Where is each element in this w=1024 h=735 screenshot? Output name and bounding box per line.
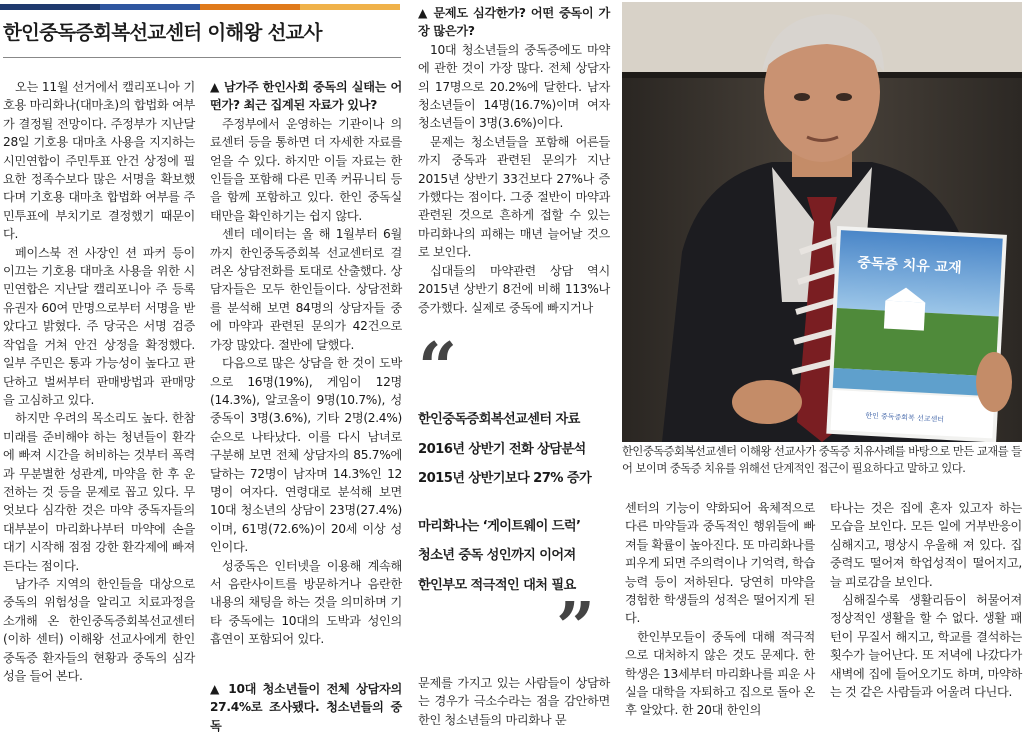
paragraph: 문제는 청소년들을 포함해 어른들까지 중독과 관련된 문의가 지난 2015년 상반기 33건보다 27%나 증가했다는 점이다. 그중 절반이 마약과 관련된 것으로 흔하게 접할 수 있는 마리화나의 피해는 매년 늘어날 것으로 보인다. bbox=[418, 134, 610, 260]
paragraph: 10대 청소년들의 중독증에도 마약에 관한 것이 가장 많다. 전체 상담자의 17명으로 20.2%에 달한다. 남자 청소년들이 14명(16.7%)이며 여자 청소년들이 3명(3.6%)이다. bbox=[418, 42, 610, 131]
book-publisher: 한인 중독증회복 선교센터 bbox=[865, 411, 945, 424]
column-3 bbox=[418, 4, 610, 317]
paragraph: 페이스북 전 사장인 션 파커 등이 이끄는 기호용 대마초 사용을 위한 시민연합은 지난달 캘리포니아 주 등록 유권자 60여 만명으로부터 서명을 받았다고 밝혔다. 주 당국은 서명 검증 작업을 거쳐 안건 상정을 확정했다. 일부 주민은 통과 가능성이 높다고 판단하고 벌써부터 판매방법과 판매망을 고심하고 있다. bbox=[3, 245, 195, 407]
column-5 bbox=[830, 499, 1022, 701]
headline-divider bbox=[3, 57, 401, 58]
caption-line: 어 보이며 중독증 치유를 위해선 단계적인 접근이 필요하다고 말하고 있다. bbox=[622, 462, 966, 475]
paragraph: 센터 데이터는 올 해 1월부터 6월까지 한인중독증회복 선교센터로 걸려온 상담전화를 토대로 산출했다. 상담자들은 모두 한인들이다. 상담전화를 분석해 보면 84명의 상담자들 중에 마약과 관련된 문의가 42건으로 가장 많았다. 절반에 달했다. bbox=[210, 227, 402, 352]
paragraph: 성중독은 인터넷을 이용해 계속해서 음란사이트를 방문하거나 음란한 내용의 채팅을 하는 것을 의미하며 기타 중독에는 10대의 도박과 성인의 흡연이 포함되어 있다. bbox=[210, 558, 402, 647]
accent-bar-segment bbox=[100, 4, 200, 10]
paragraph: 센터의 기능이 약화되어 육체적으로 다른 마약들과 중독적인 행위들에 빠져들 확률이 높아진다. 또 마리화나를 피우게 되면 주의력이나 기억력, 학습능력 등이 저하된다. 당연히 마약을 경험한 학생들의 성적은 떨어지게 된다. bbox=[625, 501, 815, 626]
column-1 bbox=[3, 78, 195, 685]
paragraph: 한인부모들이 중독에 대해 적극적으로 대처하지 않은 것도 문제다. 한 학생은 13세부터 마리화나를 피운 사실을 대학을 자퇴하고 집으로 돌아 온 후 알았다. 한 20대 한인의 bbox=[625, 629, 815, 718]
accent-bar bbox=[0, 4, 400, 14]
open-quote-mark: “ bbox=[418, 328, 458, 408]
paragraph: 십대들의 마약관련 상담 역시 2015년 상반기 8건에 비해 113%나 증가했다. 실제로 중독에 빠지거나 bbox=[418, 263, 610, 315]
paragraph: 남가주 지역의 한인들을 대상으로 중독의 위험성을 알리고 치료과정을 소개해 온 한인중독증회복선교센터(이하 센터) 이해왕 선교사에게 한인 중독증 환자들의 현황과 중독의 심각성을 들어 본다. bbox=[3, 576, 195, 683]
accent-bar-segment bbox=[300, 4, 400, 10]
portrait-illustration bbox=[622, 2, 1022, 442]
interview-question-continued: ▲ 문제도 심각한가? 어떤 중독이 가장 많은가? bbox=[418, 4, 610, 41]
pull-quote bbox=[418, 405, 614, 600]
column-2 bbox=[210, 78, 402, 649]
interview-question: ▲ 남가주 한인사회 중독의 실태는 어떤가? 최근 집계된 자료가 있나? bbox=[210, 78, 402, 115]
paragraph: 주정부에서 운영하는 기관이나 의료센터 등을 통하면 더 자세한 자료를 얻을 수 있다. 하지만 이들 자료는 한인들을 포함해 다른 민족 커뮤니티 등을 함께 포함하고 있다. 한인 중독실태만을 확인하기는 쉽지 않다. bbox=[210, 116, 402, 223]
article-headline: 한인중독증회복선교센터 이해왕 선교사 bbox=[3, 21, 322, 44]
book-title: 중독증 치유 교재 bbox=[856, 255, 962, 277]
pull-quote-line: 한인중독증회복선교센터 자료 bbox=[418, 412, 580, 427]
caption-line: 한인중독증회복선교센터 이해왕 선교사가 중독증 치유사례를 바탕으로 만든 교재를 들 bbox=[622, 445, 1022, 458]
accent-bar-segment bbox=[0, 4, 100, 10]
paragraph: 하지만 우려의 목소리도 높다. 한참 미래를 준비해야 하는 청년들이 환각에 빠져 시간을 허비하는 것부터 폭력과 무분별한 성관계, 마약을 한 후 운전하는 것 등을 문제로 꼽고 있다. 무엇보다 심각한 것은 마약 중독자들의 대부분이 마리화나부터 마약에 손을 대기 시작해 점점 강한 환각제에 빠져든다는 점이다. bbox=[3, 411, 195, 573]
pull-quote-line: 한인부모 적극적인 대처 필요 bbox=[418, 577, 576, 593]
close-quote-mark: ” bbox=[556, 588, 596, 668]
column-2-bottom bbox=[210, 680, 402, 735]
interview-question: ▲ 10대 청소년들이 전체 상담자의 27.4%로 조사됐다. 청소년들의 중독 bbox=[210, 680, 402, 735]
pull-quote-line: 마리화나는 ‘게이트웨이 드럭’ bbox=[418, 518, 581, 534]
paragraph: 타나는 것은 집에 혼자 있고자 하는 모습을 보인다. 모든 일에 거부반응이 심해지고, 평상시 우울해 져 있다. 집중력도 떨어져 학업성적이 떨어지고, 늘 피로감을 보인다. bbox=[830, 501, 1022, 589]
article-photo bbox=[622, 2, 1022, 442]
column-3-bottom bbox=[418, 674, 610, 729]
pull-quote-line: 2015년 상반기보다 27% 증가 bbox=[418, 471, 592, 486]
photo-caption bbox=[622, 443, 1022, 477]
accent-bar-segment bbox=[200, 4, 300, 10]
column-4 bbox=[625, 499, 815, 720]
paragraph: 오는 11월 선거에서 캘리포니아 기호용 마리화나(대마초)의 합법화 여부가 결정될 전망이다. 주정부가 지난달 28일 기호용 대마초 사용을 지지하는 시민연합이 주민투표 안건 상정에 필요한 정족수보다 많은 서명을 확보했다며 기호용 대마초 합법화 여부를 주민투표에 부치기로 결정했기 때문이다. bbox=[3, 80, 195, 242]
pull-quote-line: 2016년 상반기 전화 상담분석 bbox=[418, 441, 586, 457]
paragraph: 다음으로 많은 상담을 한 것이 도박으로 16명(19%), 게임이 12명(14.3%), 알코올이 9명(10.7%), 성중독이 3명(3.6%), 기타 2명(2.4%) 순으로 나타났다. 이를 다시 남녀로 구분해 보면 전체 상담자의 85.7%에 달하는 72명이 남자며 14.3%인 12명이 여자다. 연령대로 분석해 보면 10대 청소년의 상담이 23명(27.4%)이며, 61명(72.6%)이 20세 이상 성인이다. bbox=[210, 356, 402, 555]
pull-quote-line: 청소년 중독 성인까지 이어져 bbox=[418, 548, 576, 563]
paragraph: 문제를 가지고 있는 사람들이 상담하는 경우가 극소수라는 점을 감안하면 한인 청소년들의 마리화나 문 bbox=[418, 676, 610, 727]
paragraph: 심해질수록 생활리듬이 허물어져 정상적인 생활을 할 수 없다. 생활 패턴이 무질서 해지고, 학교를 결석하는 횟수가 늘어난다. 또 저녁에 나갔다가 새벽에 집에 들어오기도 하며, 마약하는 것 같은 사람들과 어울려 다닌다. bbox=[830, 593, 1022, 700]
